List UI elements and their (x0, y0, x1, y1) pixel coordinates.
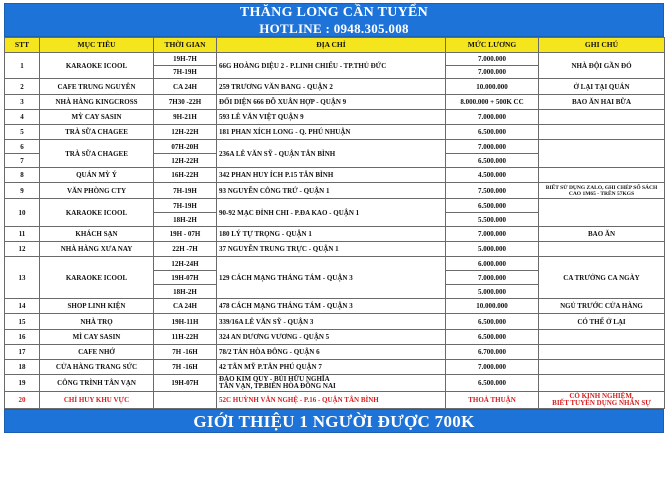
row-time: 19H-07H (154, 375, 217, 392)
row-stt: 14 (5, 299, 40, 314)
row-address: 180 LÝ TỰ TRỌNG - QUẬN 1 (217, 227, 446, 242)
row-target: NHÀ HÀNG XƯA NAY (40, 242, 154, 257)
row-note (539, 125, 665, 140)
row-salary: 4.500.000 (446, 168, 539, 183)
row-salary: 7.000.000 (446, 53, 539, 66)
referral-banner: GIỚI THIỆU 1 NGƯỜI ĐƯỢC 700K (4, 409, 664, 433)
row-salary: 6.500.000 (446, 154, 539, 168)
row-stt: 1 (5, 53, 40, 79)
row-time: 7H-19H (154, 66, 217, 79)
col-salary: MỨC LƯƠNG (446, 38, 539, 53)
row-salary: 7.000.000 (446, 140, 539, 154)
row-note: BIẾT SỬ DỤNG ZALO, GHI CHÉP SỔ SÁCH CAO 1M65 - TRÊN 57KGS (539, 183, 665, 199)
row-salary: 8.000.000 + 500K CC (446, 95, 539, 110)
row-time: CA 24H (154, 79, 217, 95)
row-salary: THOẢ THUẬN (446, 392, 539, 409)
row-note (539, 140, 665, 168)
row-target: QUÁN MỲ Ý (40, 168, 154, 183)
row-salary: 6.500.000 (446, 314, 539, 330)
table-row (5, 314, 665, 330)
row-target: KARAOKE ICOOL (40, 199, 154, 227)
row-target: KARAOKE ICOOL (40, 53, 154, 79)
table-row (5, 110, 665, 125)
row-stt: 9 (5, 183, 40, 199)
row-address: 324 AN DƯƠNG VƯƠNG - QUẬN 5 (217, 330, 446, 345)
row-note: BAO ĂN (539, 227, 665, 242)
row-salary: 7.000.000 (446, 227, 539, 242)
row-address: 66G HOÀNG DIỆU 2 - P.LINH CHIỂU - TP.THỦ ĐỨC (217, 53, 446, 79)
row-stt: 15 (5, 314, 40, 330)
row-target: CÔNG TRÌNH TÂN VẠN (40, 375, 154, 392)
table-row (5, 183, 665, 199)
row-stt: 3 (5, 95, 40, 110)
table-row (5, 140, 665, 154)
table-row (5, 257, 665, 271)
table-row (5, 125, 665, 140)
row-stt: 18 (5, 360, 40, 375)
row-target: KARAOKE ICOOL (40, 257, 154, 299)
row-note: BAO ĂN HAI BỮA (539, 95, 665, 110)
row-time: 18H-2H (154, 213, 217, 227)
row-salary: 5.000.000 (446, 285, 539, 299)
row-note (539, 110, 665, 125)
row-time: 18H-2H (154, 285, 217, 299)
row-time: 12H-24H (154, 257, 217, 271)
table-row (5, 360, 665, 375)
row-address: 236A LÊ VĂN SỸ - QUẬN TÂN BÌNH (217, 140, 446, 168)
row-note: CA TRƯỞNG CA NGÀY (539, 257, 665, 299)
col-stt: STT (5, 38, 40, 53)
row-stt: 20 (5, 392, 40, 409)
row-address-line: ĐẢO KIM QUY - BÙI HỮU NGHĨA (219, 375, 330, 383)
row-target: CAFE NHỚ (40, 345, 154, 360)
row-time: 7H30 -22H (154, 95, 217, 110)
sheet-header (4, 3, 664, 37)
row-time: 22H -7H (154, 242, 217, 257)
row-salary: 6.000.000 (446, 257, 539, 271)
row-address: 259 TRƯƠNG VĂN BANG - QUẬN 2 (217, 79, 446, 95)
row-time: 19H-07H (154, 271, 217, 285)
row-time: 9H-21H (154, 110, 217, 125)
row-address: 93 NGUYỄN CÔNG TRỨ - QUẬN 1 (217, 183, 446, 199)
row-note (539, 168, 665, 183)
row-stt: 7 (5, 154, 40, 168)
row-target: NHÀ HÀNG KINGCROSS (40, 95, 154, 110)
row-target: NHÀ TRỌ (40, 314, 154, 330)
row-time: 12H-22H (154, 154, 217, 168)
row-stt: 5 (5, 125, 40, 140)
row-salary: 10.000.000 (446, 299, 539, 314)
row-address-line: TÂN VẠN, TP.BIÊN HÒA ĐỒNG NAI (219, 382, 336, 390)
recruitment-sheet (4, 3, 664, 485)
row-address: 52C HUỲNH VĂN NGHỆ - P.16 - QUẬN TÂN BÌNH (217, 392, 446, 409)
row-time: 07H-20H (154, 140, 217, 154)
row-address: 129 CÁCH MẠNG THÁNG TÁM - QUẬN 3 (217, 257, 446, 299)
row-target: KHÁCH SẠN (40, 227, 154, 242)
row-target: TRÀ SỮA CHAGEE (40, 140, 154, 168)
row-note: CÓ THỂ Ở LẠI (539, 314, 665, 330)
row-salary: 6.500.000 (446, 199, 539, 213)
row-target: MỲ CAY SASIN (40, 110, 154, 125)
table-row (5, 53, 665, 66)
row-stt: 10 (5, 199, 40, 227)
row-salary: 7.500.000 (446, 183, 539, 199)
table-row (5, 168, 665, 183)
table-row (5, 392, 665, 409)
row-target: CỬA HÀNG TRANG SỨC (40, 360, 154, 375)
table-row (5, 79, 665, 95)
row-address: ĐỐI DIỆN 666 ĐỖ XUÂN HỢP - QUẬN 9 (217, 95, 446, 110)
row-note-line: BIẾT TUYỂN DỤNG NHÂN SỰ (552, 399, 651, 407)
table-row (5, 345, 665, 360)
row-salary: 6.500.000 (446, 375, 539, 392)
row-stt: 8 (5, 168, 40, 183)
row-time (154, 392, 217, 409)
row-salary: 7.000.000 (446, 271, 539, 285)
row-stt: 4 (5, 110, 40, 125)
row-salary: 6.500.000 (446, 330, 539, 345)
column-header-row (5, 38, 665, 53)
row-salary: 6.700.000 (446, 345, 539, 360)
row-address (217, 375, 446, 392)
row-time: 11H-22H (154, 330, 217, 345)
row-time: 7H-19H (154, 199, 217, 213)
row-note: Ở LẠI TẠI QUÁN (539, 79, 665, 95)
row-time: 16H-22H (154, 168, 217, 183)
table-row (5, 227, 665, 242)
row-note (539, 330, 665, 345)
row-stt: 2 (5, 79, 40, 95)
row-note (539, 375, 665, 392)
row-time: 7H -16H (154, 360, 217, 375)
row-stt: 6 (5, 140, 40, 154)
row-target: MÌ CAY SASIN (40, 330, 154, 345)
table-row (5, 330, 665, 345)
row-salary: 7.000.000 (446, 110, 539, 125)
row-note: NGỦ TRƯỚC CỬA HÀNG (539, 299, 665, 314)
table-row (5, 242, 665, 257)
row-address: 42 TÂN MỸ P.TÂN PHÚ QUẬN 7 (217, 360, 446, 375)
row-stt: 11 (5, 227, 40, 242)
row-target: TRÀ SỮA CHAGEE (40, 125, 154, 140)
row-salary: 7.000.000 (446, 360, 539, 375)
row-address: 181 PHAN XÍCH LONG - Q. PHÚ NHUẬN (217, 125, 446, 140)
row-time: 7H-19H (154, 183, 217, 199)
job-table (4, 37, 665, 409)
row-target: SHOP LINH KIỆN (40, 299, 154, 314)
row-target: CAFE TRUNG NGUYÊN (40, 79, 154, 95)
row-salary: 5.500.000 (446, 213, 539, 227)
row-time: 19H-7H (154, 53, 217, 66)
row-stt: 12 (5, 242, 40, 257)
row-time: 19H - 07H (154, 227, 217, 242)
row-time: CA 24H (154, 299, 217, 314)
row-time: 19H-11H (154, 314, 217, 330)
row-stt: 13 (5, 257, 40, 299)
row-time: 12H-22H (154, 125, 217, 140)
table-row (5, 299, 665, 314)
col-time: THỜI GIAN (154, 38, 217, 53)
row-address: 78/2 TẢN HÒA ĐÔNG - QUẬN 6 (217, 345, 446, 360)
row-note-line: CÓ KINH NGHIỆM, (569, 392, 634, 400)
row-note (539, 360, 665, 375)
table-row (5, 375, 665, 392)
sheet-title: THĂNG LONG CẦN TUYỂN (239, 5, 429, 20)
row-salary: 5.000.000 (446, 242, 539, 257)
row-stt: 19 (5, 375, 40, 392)
row-stt: 17 (5, 345, 40, 360)
row-note (539, 345, 665, 360)
row-salary: 10.000.000 (446, 79, 539, 95)
row-salary: 6.500.000 (446, 125, 539, 140)
row-note (539, 242, 665, 257)
row-address: 37 NGUYỄN TRUNG TRỰC - QUẬN 1 (217, 242, 446, 257)
row-target: CHỈ HUY KHU VỰC (40, 392, 154, 409)
table-row (5, 199, 665, 213)
row-note: NHÀ ĐỘI GẦN ĐÓ (539, 53, 665, 79)
row-stt: 16 (5, 330, 40, 345)
row-address: 478 CÁCH MẠNG THÁNG TÁM - QUẬN 3 (217, 299, 446, 314)
row-address: 339/16A LÊ VĂN SỸ - QUẬN 3 (217, 314, 446, 330)
hotline: HOTLINE : 0948.305.008 (259, 21, 409, 36)
row-salary: 7.000.000 (446, 66, 539, 79)
row-address: 342 PHAN HUY ÍCH P.15 TÂN BÌNH (217, 168, 446, 183)
col-target: MỤC TIÊU (40, 38, 154, 53)
row-note (539, 199, 665, 227)
col-note: GHI CHÚ (539, 38, 665, 53)
row-note (539, 392, 665, 409)
table-row (5, 95, 665, 110)
row-time: 7H -16H (154, 345, 217, 360)
row-target: VĂN PHÒNG CTY (40, 183, 154, 199)
row-address: 593 LÊ VĂN VIỆT QUẬN 9 (217, 110, 446, 125)
row-address: 90-92 MẠC ĐỈNH CHI - P.ĐA KAO - QUẬN 1 (217, 199, 446, 227)
col-address: ĐỊA CHỈ (217, 38, 446, 53)
